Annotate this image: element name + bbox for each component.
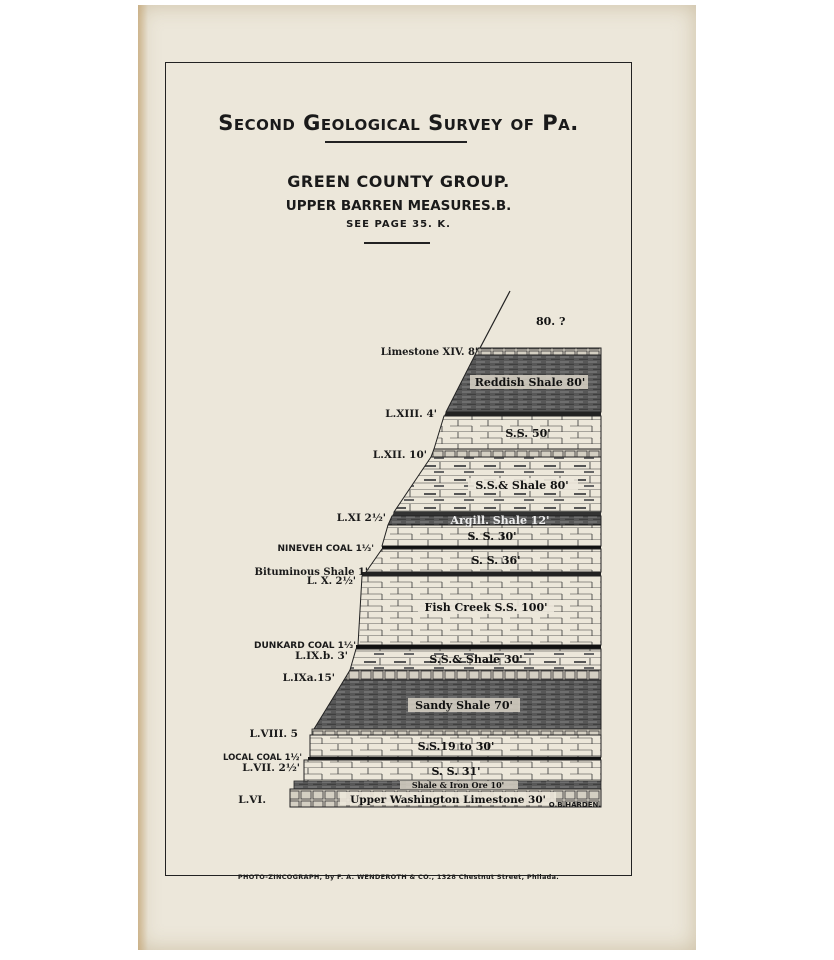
label-l-xi: L.XI 2½' [336, 512, 386, 524]
label-l-vi: L.VI. [238, 794, 266, 806]
label-ss-36: S. S. 36' [471, 554, 521, 567]
label-shale-iron: Shale & Iron Ore 10' [411, 780, 505, 790]
printer-footer: PHOTO-ZINCOGRAPH, by F. A. WENDEROTH & CO., 1328 Chestnut Street, Philada. [237, 873, 560, 881]
layer-l-viii [312, 729, 601, 735]
label-argill-shale: Argill. Shale 12' [450, 514, 550, 527]
label-l-ixb: L.IX.b. 3' [295, 650, 348, 662]
label-ss-30: S. S. 30' [467, 530, 517, 543]
label-l-vii: L.VII. 2½' [242, 762, 300, 774]
layer-l-xiii [444, 412, 601, 416]
group-title: GREEN COUNTY GROUP. [287, 172, 510, 191]
label-nineveh-coal: NINEVEH COAL 1⅓' [277, 544, 374, 554]
label-limestone-xiv: Limestone XIV. 8' [380, 347, 478, 358]
label-ss-31: S. S. 31' [431, 765, 481, 778]
layer-dunkard-coal [356, 645, 601, 649]
label-ss-50: S.S. 50' [505, 427, 551, 440]
label-upper-washington: Upper Washington Limestone 30' [350, 794, 546, 806]
engraver-credit: O.B.HARDEN. [548, 801, 601, 809]
measures-title: UPPER BARREN MEASURES.B. [285, 198, 512, 214]
label-l-ixa: L.IXa.15' [282, 672, 335, 684]
label-l-viii: L.VIII. 5 [249, 728, 298, 740]
label-sandy-shale: Sandy Shale 70' [415, 699, 513, 712]
label-l-xiii: L.XIII. 4' [385, 408, 437, 420]
top-slope-line [480, 291, 510, 348]
layer-l-xii [431, 449, 601, 457]
label-fish-creek: Fish Creek S.S. 100' [424, 601, 548, 614]
label-ss-shale-80: S.S.& Shale 80' [475, 479, 569, 492]
layer-l-x [362, 572, 601, 576]
layer-l-ixa [344, 670, 601, 680]
layer-limestone-xiv [475, 348, 601, 355]
label-dunkard-coal: DUNKARD COAL 1⅓' [254, 641, 356, 651]
label-local-coal: LOCAL COAL 1½' [222, 753, 302, 763]
page-reference: SEE PAGE 35. K. [346, 219, 451, 230]
label-ss-19-30: S.S.19 to 30' [417, 740, 495, 753]
label-ss-shale-30: S.S.& Shale 30' [429, 653, 523, 666]
label-l-x: L. X. 2½' [306, 576, 356, 587]
label-l-xii: L.XII. 10' [372, 449, 427, 461]
label-reddish-shale: Reddish Shale 80' [474, 376, 586, 389]
top-value: 80. ? [536, 315, 566, 328]
label-bituminous-shale: Bituminous Shale 1' [254, 567, 368, 578]
document-title: Second Geological Survey of Pa. [218, 111, 579, 135]
